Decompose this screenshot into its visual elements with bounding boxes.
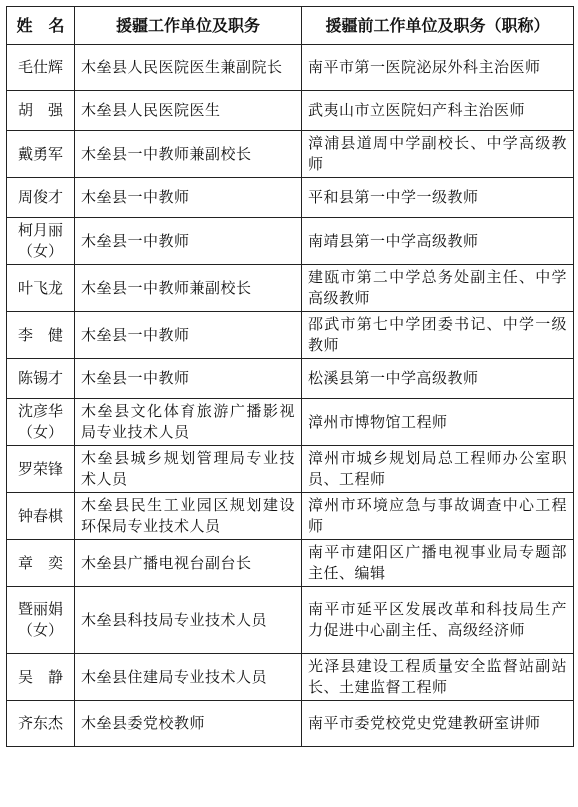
previous-post-cell: 武夷山市立医院妇产科主治医师 [302,91,574,131]
table-row [7,587,574,654]
header-previous-post: 援疆前工作单位及职务（职称） [302,7,574,45]
xinjiang-post-cell: 木垒县民生工业园区规划建设环保局专业技术人员 [75,493,302,540]
table-row [7,399,574,446]
xinjiang-post-cell: 木垒县一中教师 [75,218,302,265]
xinjiang-post-cell: 木垒县人民医院医生 [75,91,302,131]
person-name-cell: 罗荣锋 [7,446,75,493]
table-row [7,45,574,91]
person-name-cell: 胡 强 [7,91,75,131]
xinjiang-post-cell: 木垒县城乡规划管理局专业技术人员 [75,446,302,493]
table-row [7,131,574,178]
table-row [7,540,574,587]
table-row [7,91,574,131]
person-name-cell: 暨丽娟（女） [7,587,75,654]
person-name-cell: 李 健 [7,312,75,359]
xinjiang-post-cell: 木垒县一中教师 [75,178,302,218]
header-row [7,7,574,45]
person-name-cell: 叶飞龙 [7,265,75,312]
table-row [7,265,574,312]
table-row [7,218,574,265]
person-name-cell: 章 奕 [7,540,75,587]
person-name-cell: 柯月丽（女） [7,218,75,265]
previous-post-cell: 漳浦县道周中学副校长、中学高级教师 [302,131,574,178]
header-name: 姓 名 [7,7,75,45]
person-name-cell: 沈彦华（女） [7,399,75,446]
table-row [7,178,574,218]
xinjiang-post-cell: 木垒县委党校教师 [75,701,302,747]
xinjiang-post-cell: 木垒县广播电视台副台长 [75,540,302,587]
person-name-cell: 周俊才 [7,178,75,218]
previous-post-cell: 邵武市第七中学团委书记、中学一级教师 [302,312,574,359]
xinjiang-post-cell: 木垒县一中教师 [75,312,302,359]
previous-post-cell: 南平市建阳区广播电视事业局专题部主任、编辑 [302,540,574,587]
previous-post-cell: 漳州市博物馆工程师 [302,399,574,446]
person-name-cell: 齐东杰 [7,701,75,747]
person-name-cell: 钟春棋 [7,493,75,540]
person-name-cell: 吴 静 [7,654,75,701]
table-row [7,493,574,540]
table-row [7,654,574,701]
xinjiang-post-cell: 木垒县人民医院医生兼副院长 [75,45,302,91]
person-name-cell: 戴勇军 [7,131,75,178]
assignment-table [6,6,574,747]
header-xinjiang-post: 援疆工作单位及职务 [75,7,302,45]
person-name-cell: 毛仕辉 [7,45,75,91]
xinjiang-post-cell: 木垒县科技局专业技术人员 [75,587,302,654]
table-row [7,359,574,399]
xinjiang-post-cell: 木垒县一中教师兼副校长 [75,131,302,178]
previous-post-cell: 松溪县第一中学高级教师 [302,359,574,399]
previous-post-cell: 平和县第一中学一级教师 [302,178,574,218]
table-row [7,701,574,747]
previous-post-cell: 南平市延平区发展改革和科技局生产力促进中心副主任、高级经济师 [302,587,574,654]
table-row [7,446,574,493]
xinjiang-post-cell: 木垒县文化体育旅游广播影视局专业技术人员 [75,399,302,446]
previous-post-cell: 漳州市环境应急与事故调查中心工程师 [302,493,574,540]
previous-post-cell: 建瓯市第二中学总务处副主任、中学高级教师 [302,265,574,312]
previous-post-cell: 南平市委党校党史党建教研室讲师 [302,701,574,747]
previous-post-cell: 光泽县建设工程质量安全监督站副站长、土建监督工程师 [302,654,574,701]
xinjiang-post-cell: 木垒县住建局专业技术人员 [75,654,302,701]
table-row [7,312,574,359]
xinjiang-post-cell: 木垒县一中教师兼副校长 [75,265,302,312]
previous-post-cell: 漳州市城乡规划局总工程师办公室职员、工程师 [302,446,574,493]
person-name-cell: 陈锡才 [7,359,75,399]
xinjiang-post-cell: 木垒县一中教师 [75,359,302,399]
previous-post-cell: 南靖县第一中学高级教师 [302,218,574,265]
previous-post-cell: 南平市第一医院泌尿外科主治医师 [302,45,574,91]
